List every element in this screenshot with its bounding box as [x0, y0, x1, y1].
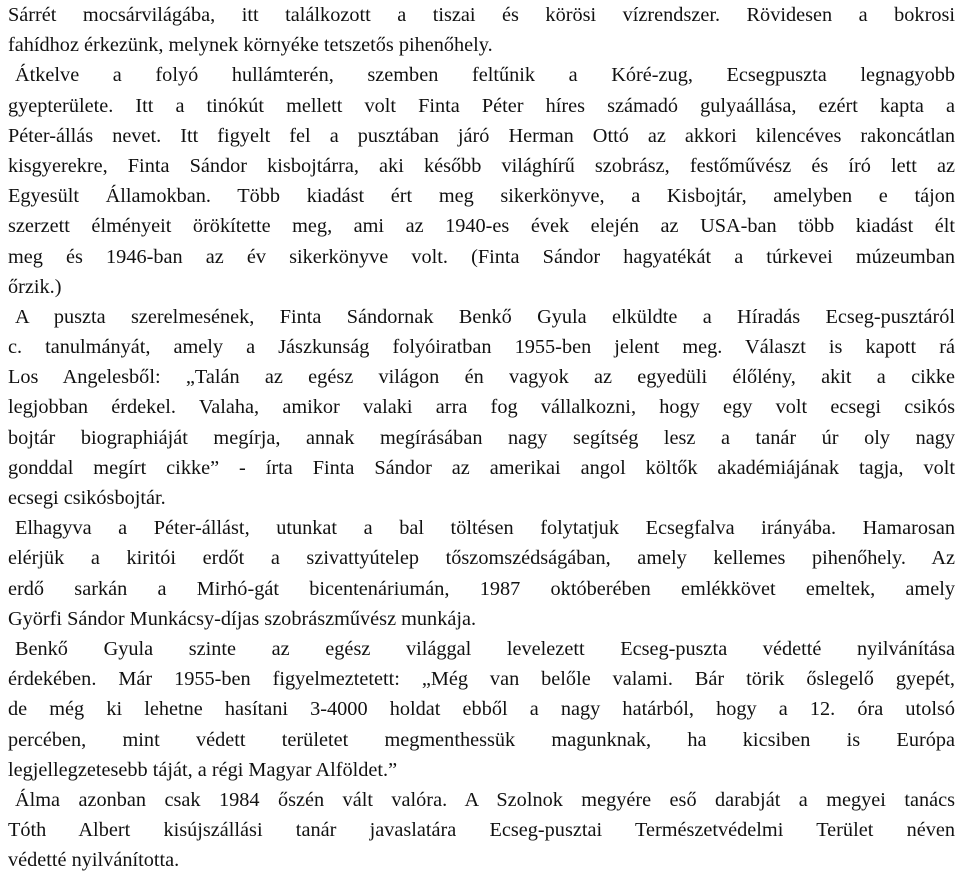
text-line: érdekében. Már 1955-ben figyelmeztetett: „Még van belőle valami. Bár törik őslegelő gyepét, — [8, 668, 955, 691]
text-line: Álma azonban csak 1984 őszén vált valóra. A Szolnok megyére eső darabját a megyei tanács — [15, 788, 955, 811]
text-line: meg és 1946-ban az év sikerkönyve volt. (Finta Sándor hagyatékát a túrkevei múzeumban — [8, 245, 955, 268]
text-line: c. tanulmányát, amely a Jászkunság folyóiratban 1955-ben jelent meg. Választ is kapott rá — [8, 336, 955, 359]
text-line: Elhagyva a Péter-állást, utunkat a bal töltésen folytatjuk Ecsegfalva irányába. Hamarosan — [15, 517, 955, 540]
text-line: A puszta szerelmesének, Finta Sándornak Benkő Gyula elküldte a Híradás Ecseg-pusztáról — [15, 305, 955, 328]
text-line: gonddal megírt cikke” - írta Finta Sándor az amerikai angol költők akadémiájának tagja, volt — [8, 456, 955, 479]
text-line: Györfi Sándor Munkácsy-díjas szobrászművész munkája. — [8, 607, 477, 630]
text-line: Átkelve a folyó hullámterén, szemben feltűnik a Kóré-zug, Ecsegpuszta legnagyobb — [15, 64, 955, 87]
text-line: Péter-állás nevet. Itt figyelt fel a pusztában járó Herman Ottó az akkori kilencéves rakoncátlan — [8, 124, 955, 147]
text-line: ecsegi csikósbojtár. — [8, 487, 166, 509]
text-line: de még ki lehetne hasítani 3-4000 holdat ebből a nagy határból, hogy a 12. óra utolsó — [8, 698, 955, 721]
text-line: legjellegzetesebb táját, a régi Magyar Alföldet.” — [8, 758, 398, 781]
text-line: legjobban érdekel. Valaha, amikor valaki arra fog vállalkozni, hogy egy volt ecsegi csikós — [8, 396, 955, 419]
text-line: őrzik.) — [8, 275, 62, 298]
text-line: Benkő Gyula szinte az egész világgal levelezett Ecseg-puszta védetté nyilvánítása — [15, 637, 955, 660]
text-line: erdő sarkán a Mirhó-gát bicentenáriumán, 1987 októberében emlékkövet emeltek, amely — [8, 577, 955, 600]
text-line: percében, mint védett területet megmenthessük magunknak, ha kicsiben is Európa — [8, 728, 955, 751]
text-line: bojtár biographiáját megírja, annak megírásában nagy segítség lesz a tanár úr oly nagy — [8, 426, 955, 449]
text-line: gyepterülete. Itt a tinókút mellett volt Finta Péter híres számadó gulyaállása, ezért kapta a — [8, 94, 955, 117]
text-line: Los Angelesből: „Talán az egész világon én vagyok az egyedüli élőlény, akit a cikke — [8, 366, 955, 389]
text-line: védetté nyilvánította. — [8, 849, 180, 872]
text-line: elérjük a kiritói erdőt a szivattyútelep tőszomszédságában, amely kellemes pihenőhely. Az — [8, 547, 955, 570]
text-line: szerzett élményeit örökítette meg, ami az 1940-es évek elején az USA-ban több kiadást élt — [8, 215, 955, 238]
text-line: Tóth Albert kisújszállási tanár javaslatára Ecseg-pusztai Természetvédelmi Terület néven — [8, 819, 955, 842]
text-line: Sárrét mocsárvilágába, itt találkozott a tiszai és körösi vízrendszer. Rövidesen a bokrosi — [8, 4, 955, 26]
text-line: kisgyerekre, Finta Sándor kisbojtárra, aki később világhírű szobrász, festőművész és író lett az — [8, 154, 955, 177]
text-line: Egyesült Államokban. Több kiadást ért meg sikerkönyve, a Kisbojtár, amelyben e tájon — [8, 185, 955, 208]
text-line: fahídhoz érkezünk, melynek környéke tetszetős pihenőhely. — [8, 34, 493, 57]
